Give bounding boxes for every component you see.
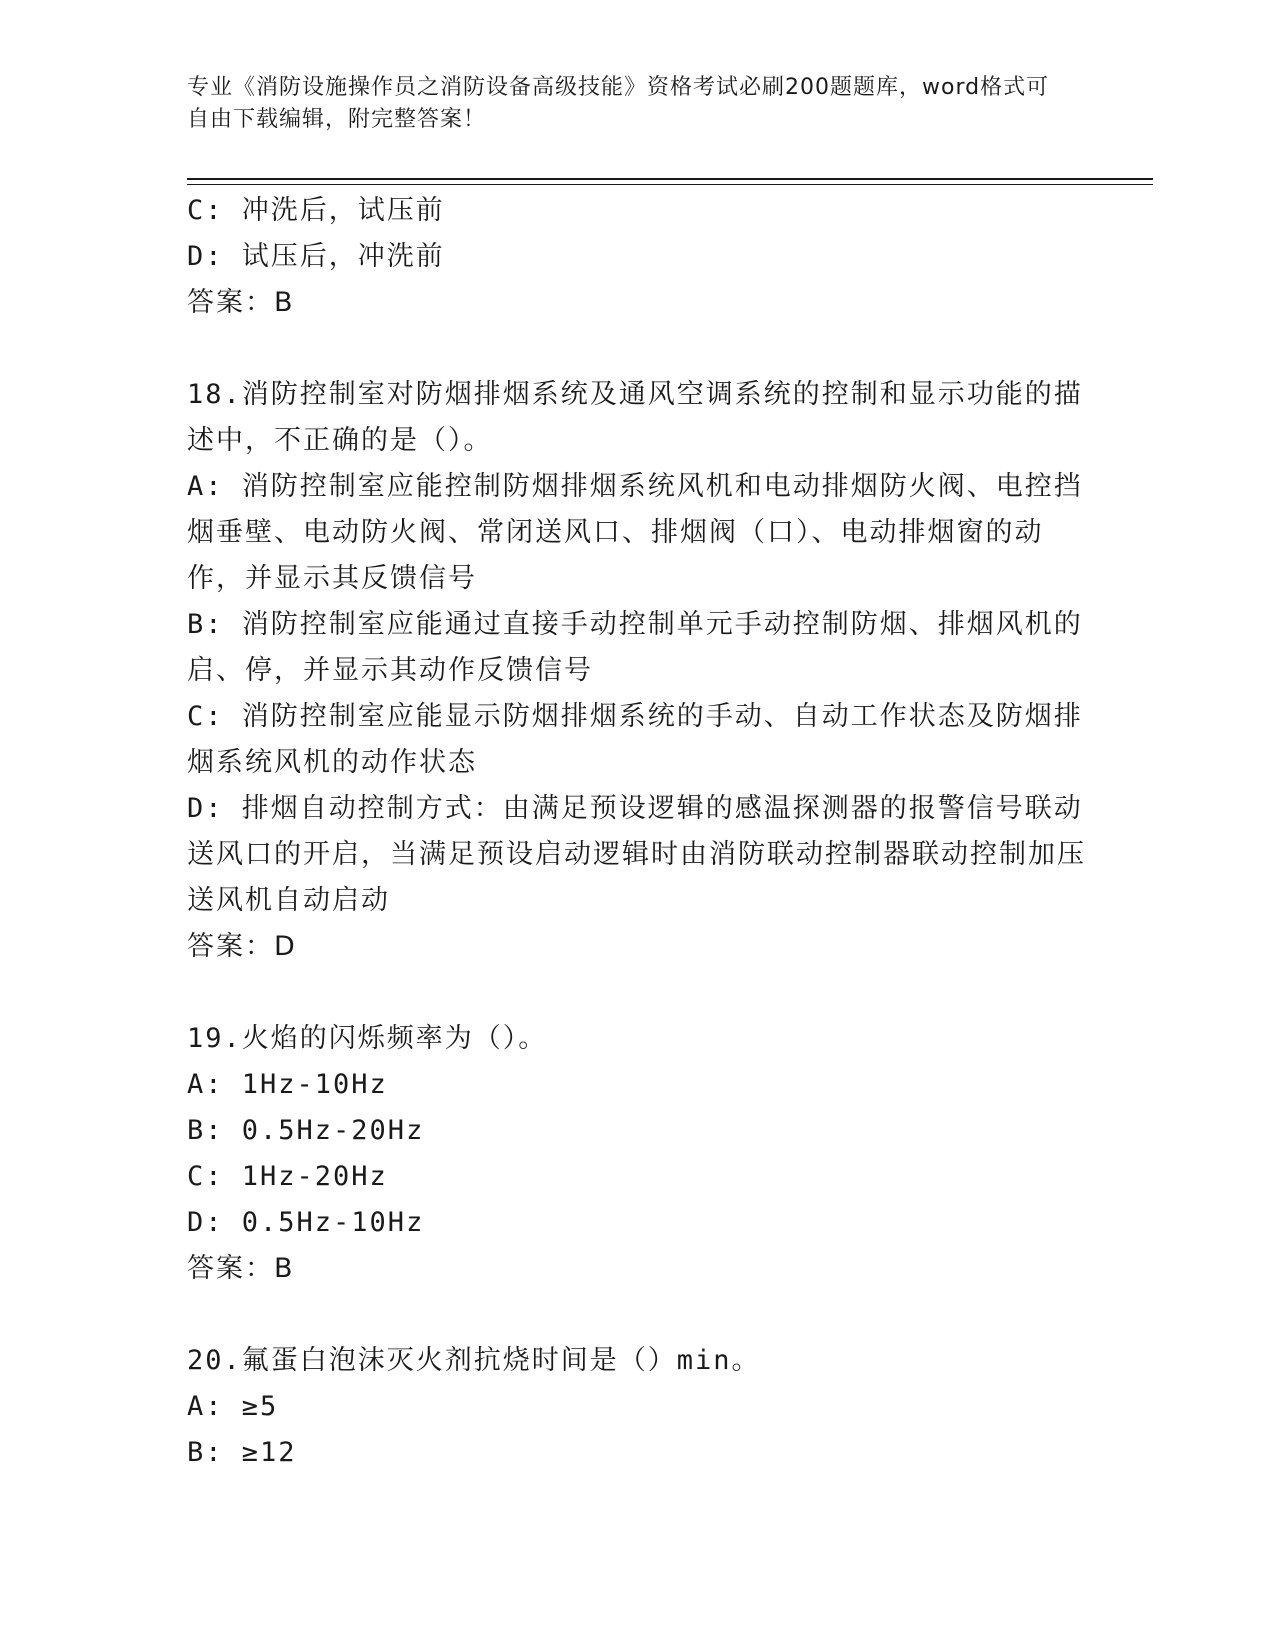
q20-stem: 20.氟蛋白泡沫灭火剂抗烧时间是（）min。 (187, 1345, 761, 1376)
spacer (187, 970, 1087, 1016)
spacer (187, 1292, 1087, 1338)
q19-answer: 答案：B (187, 1253, 295, 1284)
q20-option-b: B: ≥12 (187, 1437, 297, 1468)
q18-option-b: B: 消防控制室应能通过直接手动控制单元手动控制防烟、排烟风机的启、停，并显示其动作反馈信号 (187, 609, 1083, 686)
prev-answer: 答案：B (187, 287, 295, 318)
question-content (187, 188, 1087, 1476)
prev-option-c: C: 冲洗后，试压前 (187, 195, 445, 226)
q19-stem: 19.火焰的闪烁频率为（）。 (187, 1023, 548, 1054)
q20-option-a: A: ≥5 (187, 1391, 279, 1422)
q18-option-d: D: 排烟自动控制方式：由满足预设逻辑的感温探测器的报警信号联动送风口的开启，当满足预设启动逻辑时由消防联动控制器联动控制加压送风机自动启动 (187, 793, 1086, 916)
spacer (187, 326, 1087, 372)
q19-option-b: B: 0.5Hz-20Hz (187, 1115, 425, 1146)
q18-stem: 18.消防控制室对防烟排烟系统及通风空调系统的控制和显示功能的描述中，不正确的是（）。 (187, 379, 1083, 456)
prev-option-d: D: 试压后，冲洗前 (187, 241, 445, 272)
q18-answer: 答案：D (187, 931, 297, 962)
header-divider-thin (187, 184, 1153, 185)
document-header: 专业《消防设施操作员之消防设备高级技能》资格考试必刷200题题库，word格式可自由下载编辑，附完整答案！ (187, 75, 1050, 132)
q19-option-d: D: 0.5Hz-10Hz (187, 1207, 425, 1238)
header-divider (187, 178, 1153, 180)
q19-option-a: A: 1Hz-10Hz (187, 1069, 388, 1100)
q18-option-c: C: 消防控制室应能显示防烟排烟系统的手动、自动工作状态及防烟排烟系统风机的动作状态 (187, 701, 1083, 778)
q19-option-c: C: 1Hz-20Hz (187, 1161, 388, 1192)
q18-option-a: A: 消防控制室应能控制防烟排烟系统风机和电动排烟防火阀、电控挡烟垂壁、电动防火阀、常闭送风口、排烟阀（口）、电动排烟窗的动作，并显示其反馈信号 (187, 471, 1083, 594)
